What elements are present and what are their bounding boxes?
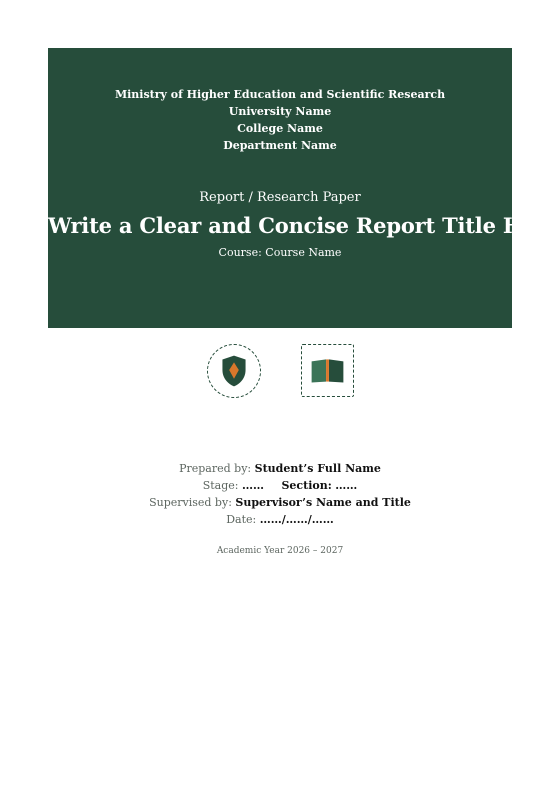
supervised-by-label: Supervised by: — [149, 496, 232, 509]
supervised-by-line — [0, 494, 560, 511]
university-name: University Name — [228, 105, 332, 118]
section-label: Section: — [281, 479, 332, 492]
book-icon — [302, 345, 353, 396]
section-value: …… — [335, 479, 358, 492]
report-title: Write a Clear and Concise Report Title Here — [48, 213, 560, 238]
college-name: College Name — [237, 122, 323, 135]
student-name: Student’s Full Name — [254, 462, 381, 475]
stage-value: …… — [241, 479, 264, 492]
prepared-by-label: Prepared by: — [179, 462, 252, 475]
date-label: Date: — [226, 513, 257, 526]
ministry-name: Ministry of Higher Education and Scientific Research — [114, 88, 446, 101]
stage-section-gap — [267, 479, 278, 492]
department-name: Department Name — [223, 139, 337, 152]
cover-banner — [48, 48, 560, 328]
shield-icon — [208, 345, 260, 397]
date-line — [0, 511, 560, 528]
prepared-by-line — [0, 460, 560, 477]
institution-block — [48, 86, 512, 154]
submission-details — [0, 460, 560, 528]
date-value: ……/……/…… — [259, 513, 334, 526]
report-type: Report / Research Paper — [199, 190, 361, 205]
academic-year: Academic Year 2026 – 2027 — [216, 546, 344, 556]
stage-label: Stage: — [202, 479, 239, 492]
book-logo-frame — [301, 344, 354, 397]
supervisor-name: Supervisor’s Name and Title — [235, 496, 411, 509]
shield-logo-frame — [207, 344, 261, 398]
course-name: Course: Course Name — [218, 246, 342, 259]
stage-section-line — [0, 477, 560, 494]
